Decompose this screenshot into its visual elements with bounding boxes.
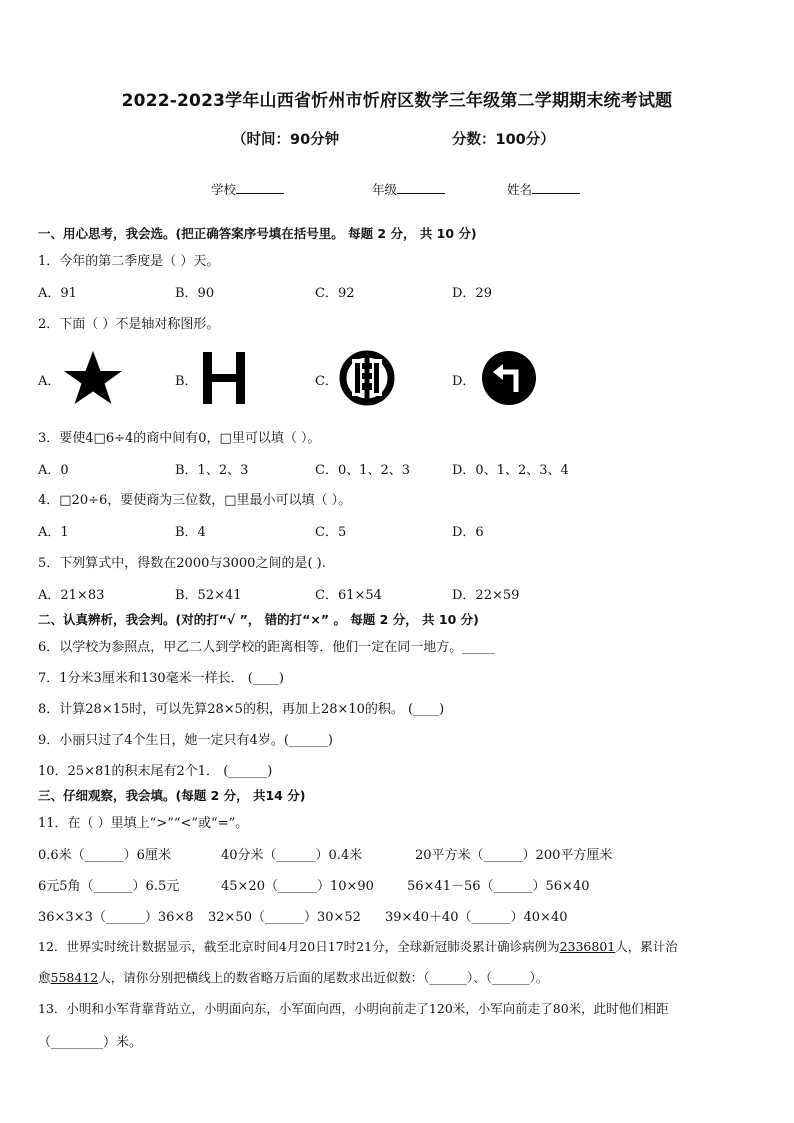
q3-option-d[interactable]: D．0、1、2、3、4	[452, 463, 569, 478]
grade-field	[372, 180, 445, 198]
q11-item: 39×40＋40（______）40×40	[385, 910, 568, 925]
q11-item: 45×20（______）10×90	[221, 879, 374, 894]
q4-option-d[interactable]: D．6	[452, 525, 484, 540]
q3-option-c[interactable]: C．0、1、2、3	[315, 463, 411, 478]
q11-item: 56×41－56（______）56×40	[407, 879, 590, 894]
grade-blank[interactable]	[397, 180, 445, 194]
name-blank[interactable]	[532, 180, 580, 194]
question-1: 1．今年的第二季度是（ ）天。	[38, 254, 220, 269]
question-10: 10．25×81的积末尾有2个1． (______)	[38, 764, 273, 779]
q1-option-b[interactable]: B．90	[175, 286, 215, 301]
q5-option-b[interactable]: B．52×41	[175, 588, 242, 603]
grade-label: 年级	[372, 182, 398, 197]
q2-option-d[interactable]: D．	[452, 374, 476, 389]
question-12-line-2	[38, 968, 548, 986]
section-1-heading: 一、用心思考，我会选。(把正确答案序号填在括号里。 每题 2 分， 共 10 分)	[38, 226, 477, 241]
score-label: 分数：100分）	[452, 132, 555, 148]
question-4: 4．□20÷6，要使商为三位数，□里最小可以填（ ）。	[38, 493, 352, 508]
q11-item: 20平方米（______）200平方厘米	[415, 848, 613, 863]
q5-option-d[interactable]: D．22×59	[452, 588, 520, 603]
letter-h-icon	[201, 351, 247, 405]
question-5: 5．下列算式中，得数在2000与3000之间的是( ).	[38, 556, 326, 571]
q11-item: 6元5角（______）6.5元	[38, 879, 180, 894]
q3-option-a[interactable]: A．0	[38, 463, 69, 478]
q5-option-a[interactable]: A．21×83	[38, 588, 105, 603]
question-7: 7．1分米3厘米和130毫米一样长． (____)	[38, 671, 284, 686]
q11-item: 40分米（______）0.4米	[221, 848, 363, 863]
q2-option-a[interactable]: A．	[38, 374, 61, 389]
question-12-line-1	[38, 937, 678, 955]
q12-number-1: 2336801	[559, 939, 616, 954]
section-2-heading: 二、认真辨析，我会判。(对的打“√ ”， 错的打“×” 。 每题 2 分， 共 10 分)	[38, 612, 479, 627]
section-3-heading: 三、仔细观察，我会填。(每题 2 分， 共14 分)	[38, 788, 306, 803]
q12-text: 人，累计治	[615, 939, 678, 954]
question-13-line-2: （________）米。	[38, 1035, 143, 1050]
q5-option-c[interactable]: C．61×54	[315, 588, 382, 603]
name-label: 姓名	[507, 182, 533, 197]
time-label: （时间：90分钟	[232, 132, 340, 148]
school-field	[211, 180, 284, 198]
q1-option-a[interactable]: A．91	[38, 286, 77, 301]
q2-option-c[interactable]: C．	[315, 374, 338, 389]
question-8: 8．计算28×15时，可以先算28×5的积，再加上28×10的积。 (____)	[38, 702, 445, 717]
page-title: 2022-2023学年山西省忻州市忻府区数学三年级第二学期期末统考试题	[121, 91, 673, 111]
question-2: 2．下面（ ）不是轴对称图形。	[38, 317, 220, 332]
q12-text: 人，请你分别把横线上的数省略万后面的尾数求出近似数：（______）、（______）。	[98, 970, 549, 985]
q11-item: 32×50（______）30×52	[208, 910, 361, 925]
q4-option-b[interactable]: B．4	[175, 525, 206, 540]
q12-number-2: 558412	[50, 970, 99, 985]
q1-option-d[interactable]: D．29	[452, 286, 492, 301]
name-field	[507, 180, 580, 198]
q11-item: 36×3×3（______）36×8	[38, 910, 194, 925]
left-turn-sign-icon	[480, 349, 538, 407]
question-3: 3．要使4□6÷4的商中间有0，□里可以填（ ）。	[38, 431, 321, 446]
q11-item: 0.6米（______）6厘米	[38, 848, 171, 863]
star-icon	[61, 350, 125, 406]
bank-logo-icon	[338, 349, 396, 407]
q2-option-b[interactable]: B．	[175, 374, 198, 389]
q1-option-c[interactable]: C．92	[315, 286, 355, 301]
q4-option-a[interactable]: A．1	[38, 525, 69, 540]
q4-option-c[interactable]: C．5	[315, 525, 347, 540]
q12-text: 愈	[38, 970, 51, 985]
question-11: 11．在（ ）里填上“>”“<”或“=”。	[38, 816, 249, 831]
question-6: 6．以学校为参照点，甲乙二人到学校的距离相等．他们一定在同一地方。_____	[38, 640, 495, 655]
school-label: 学校	[211, 182, 237, 197]
q3-option-b[interactable]: B．1、2、3	[175, 463, 249, 478]
question-13-line-1: 13．小明和小军背靠背站立，小明面向东，小军面向西，小明向前走了120米，小军向前走了80米，此时他们相距	[38, 1001, 669, 1016]
school-blank[interactable]	[236, 180, 284, 194]
q12-text: 12．世界实时统计数据显示，截至北京时间4月20日17时21分，全球新冠肺炎累计确诊病例为	[38, 939, 560, 954]
question-9: 9．小丽只过了4个生日，她一定只有4岁。(______)	[38, 733, 333, 748]
